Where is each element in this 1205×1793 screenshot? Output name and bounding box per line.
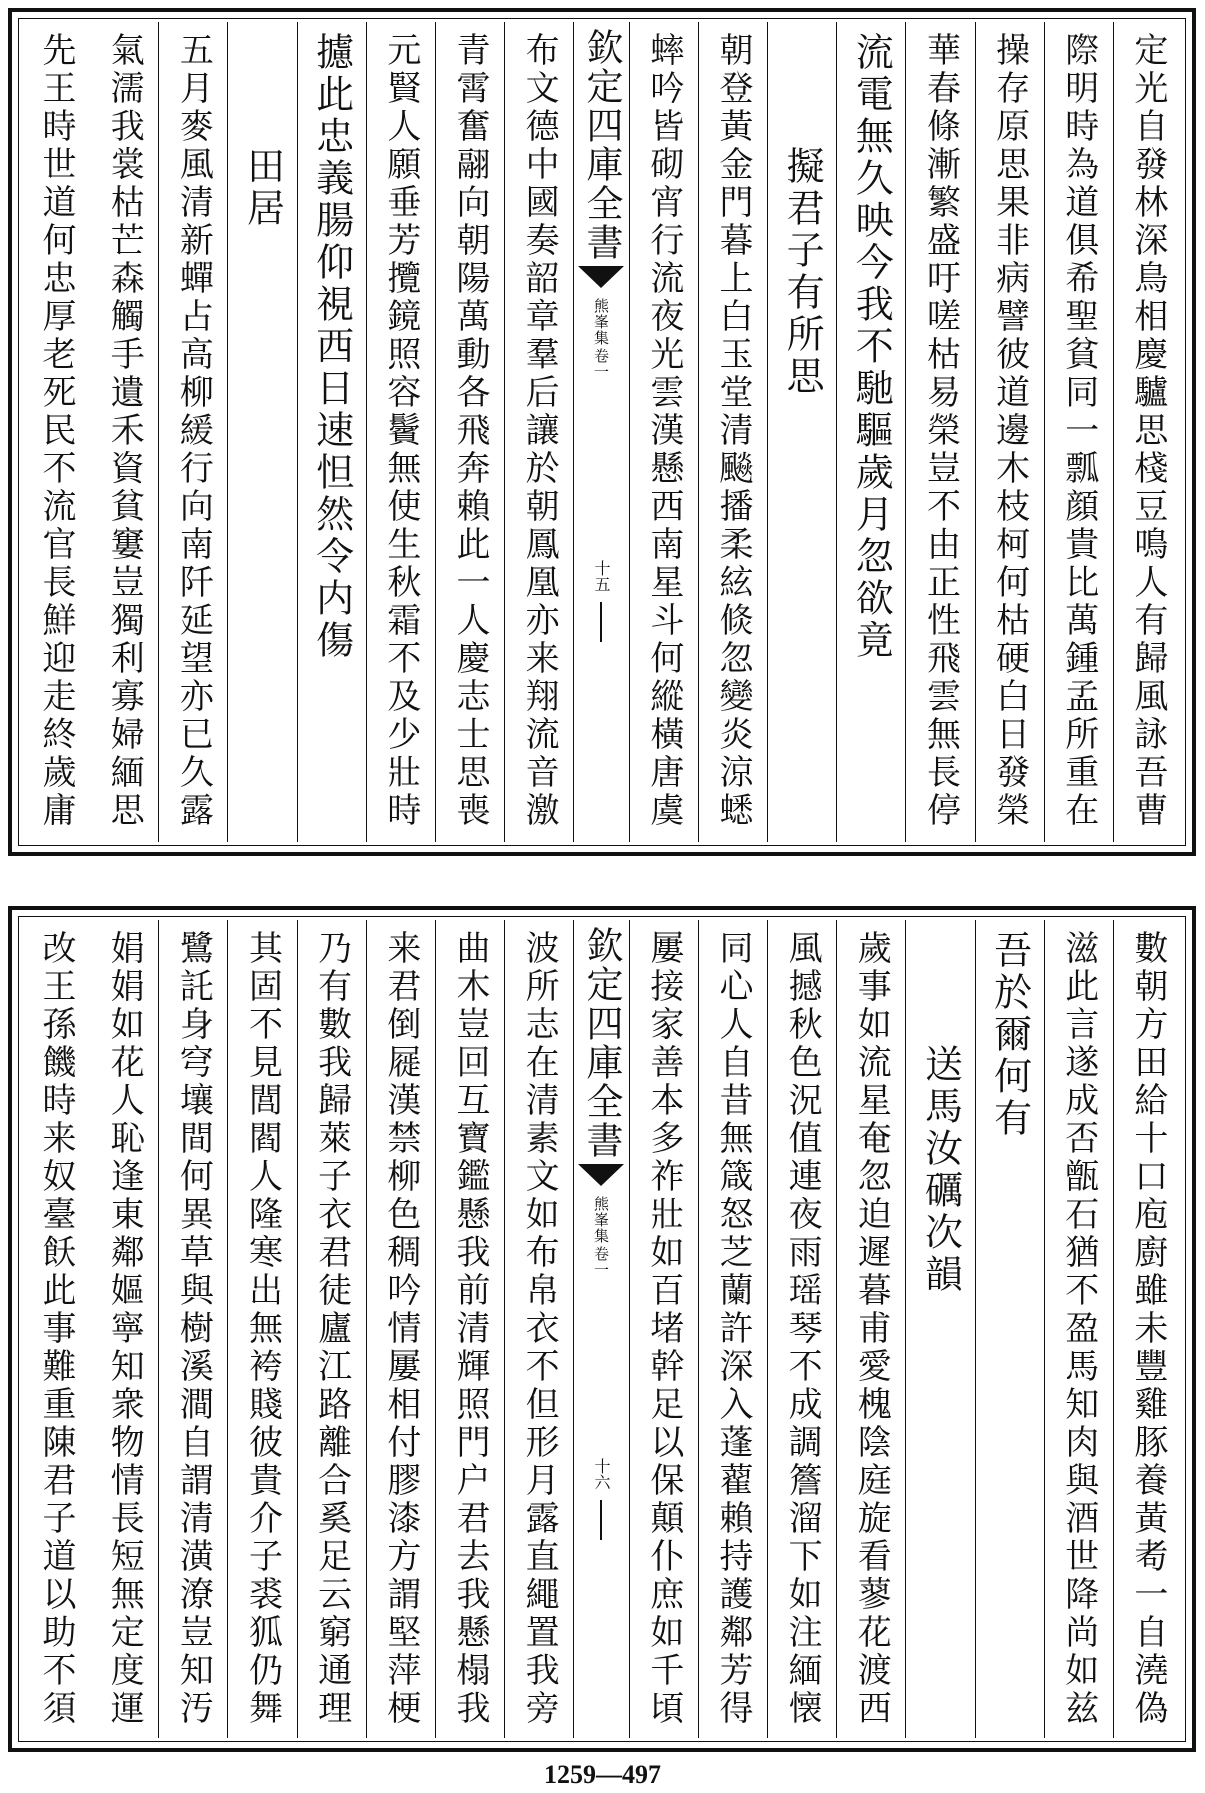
text-column [159, 22, 228, 842]
top-page [8, 8, 1196, 856]
text-column [22, 920, 90, 1738]
column-text: 朝登黃金門暮上白玉堂清飈播柔絃倐忽變炎涼蟋 [712, 32, 753, 830]
text-column [298, 920, 367, 1738]
column-text: 流電無久映今我不馳驅歲月忽欲竟 [849, 32, 894, 662]
column-text: 攄此忠義腸仰視西日速怛然令内傷 [309, 32, 354, 662]
text-column [1045, 920, 1114, 1738]
column-text: 元賢人願垂芳攬鏡照容鬢無使生秋霜不及少壯時 [380, 32, 421, 830]
text-column [1045, 22, 1114, 842]
column-text: 擬君子有所思 [780, 146, 825, 398]
text-column [228, 920, 297, 1738]
column-text: 田居 [240, 146, 285, 230]
column-text: 定光自發林深鳥相慶驢思棧豆鳴人有歸風詠吾曹 [1127, 32, 1168, 830]
book-title-part: 卷一 [591, 1246, 610, 1278]
column-text: 操存原思果非病譬彼道邊木枝柯何枯硬白日發榮 [989, 32, 1030, 830]
column-text: 五月麥風清新蟬占高柳緩行向南阡延望亦已久露 [173, 32, 214, 830]
column-text: 蟀吟皆砌宵行流夜光雲漢懸西南星斗何縱橫唐虞 [643, 32, 684, 830]
column-text: 波所志在清素文如布帛衣不但形月露直繩置我旁 [519, 930, 560, 1728]
column-text: 曲木豈回互寶鑑懸我前清輝照門户君去我懸榻我 [449, 930, 490, 1728]
column-text: 歲事如流星奄忽迫遲暮甫愛槐陰庭旋看蓼花渡西 [851, 930, 892, 1728]
folio-number: 十六 [591, 1458, 611, 1490]
column-text: 青霄奮翮向朝陽萬動各飛奔賴此一人慶志士思喪 [449, 32, 490, 830]
column-text: 娟娟如花人恥逢東鄰嫗寧知衆物情長短無定度運 [104, 930, 145, 1728]
text-column [367, 22, 436, 842]
book-title [591, 1196, 612, 1278]
text-column [90, 22, 159, 842]
text-column [505, 22, 574, 842]
text-column [436, 22, 505, 842]
page-number-footer: 1259—497 [544, 1760, 661, 1789]
text-column [630, 22, 699, 842]
fold-rule [600, 1500, 602, 1540]
top-page-columns [22, 22, 1182, 842]
text-column [90, 920, 159, 1738]
series-title: 欽定四庫全書 [579, 926, 623, 1160]
column-text: 来君倒屣漢禁柳色稠吟情屢相付膠漆方謂堅萍梗 [380, 930, 421, 1728]
folio-number: 十五 [591, 560, 611, 592]
text-column [159, 920, 228, 1738]
book-title-part: 熊峯集 [591, 298, 610, 346]
column-text: 鷺託身穹壤間何異草與樹溪澗自謂清潢潦豈知汚 [173, 930, 214, 1728]
text-column [228, 22, 297, 842]
text-column [699, 22, 768, 842]
center-fold [574, 22, 630, 842]
text-column [768, 920, 837, 1738]
text-column [22, 22, 90, 842]
book-title [591, 298, 612, 380]
column-text: 送馬汝礪次韻 [918, 1044, 963, 1296]
text-column [1114, 920, 1182, 1738]
text-column [505, 920, 574, 1738]
column-text: 氣濡我裳枯芒森觸手遺禾資貧窶豈獨利寡婦緬思 [104, 32, 145, 830]
text-column [906, 920, 975, 1738]
text-column [367, 920, 436, 1738]
text-column [837, 22, 906, 842]
text-column [1114, 22, 1182, 842]
column-text: 屢接家善本多祚壯如百堵幹足以保顛仆庶如千頃 [643, 930, 684, 1728]
text-column [906, 22, 975, 842]
column-text: 數朝方田給十口庖廚雖未豐雞豚養黃耇一自澆偽 [1127, 930, 1168, 1728]
column-text: 際明時為道俱希聖貧同一瓢顔貴比萬鍾孟所重在 [1058, 32, 1099, 830]
text-column [436, 920, 505, 1738]
text-column [298, 22, 367, 842]
text-column [630, 920, 699, 1738]
column-text: 改王孫饑時来奴臺飫此事難重陳君子道以助不須 [36, 930, 77, 1728]
series-title: 欽定四庫全書 [579, 28, 623, 262]
column-text: 吾於爾何有 [987, 930, 1032, 1140]
book-title-part: 卷一 [591, 348, 610, 380]
bottom-page-columns [22, 920, 1182, 1738]
fish-tail-mark-icon [578, 266, 624, 288]
fold-rule [600, 602, 602, 642]
text-column [976, 22, 1045, 842]
column-text: 乃有數我歸萊子衣君徒廬江路離合奚足云窮通理 [311, 930, 352, 1728]
column-text: 華春條漸繁盛吁嗟枯易榮豈不由正性飛雲無長停 [920, 32, 961, 830]
book-title-part: 熊峯集 [591, 1196, 610, 1244]
center-fold [574, 920, 630, 1738]
text-column [837, 920, 906, 1738]
column-text: 布文德中國奏韶章羣后讓於朝鳳凰亦来翔流音激 [519, 32, 560, 830]
column-text: 風撼秋色況值連夜雨瑶琴不成調簷溜下如注緬懐 [782, 930, 823, 1728]
fish-tail-mark-icon [578, 1164, 624, 1186]
column-text: 同心人自昔無箴怒芝蘭許深入蓬藋賴持護鄰芳得 [712, 930, 753, 1728]
text-column [699, 920, 768, 1738]
text-column [976, 920, 1045, 1738]
column-text: 滋此言遂成否甑石猶不盈馬知肉與酒世降尚如兹 [1058, 930, 1099, 1728]
column-text: 先王時世道何忠厚老死民不流官長鮮迎走終歲庸 [36, 32, 77, 830]
bottom-page [8, 906, 1196, 1752]
text-column [768, 22, 837, 842]
column-text: 其固不見閭閻人隆寒出無袴賤彼貴介子裘狐仍舞 [242, 930, 283, 1728]
